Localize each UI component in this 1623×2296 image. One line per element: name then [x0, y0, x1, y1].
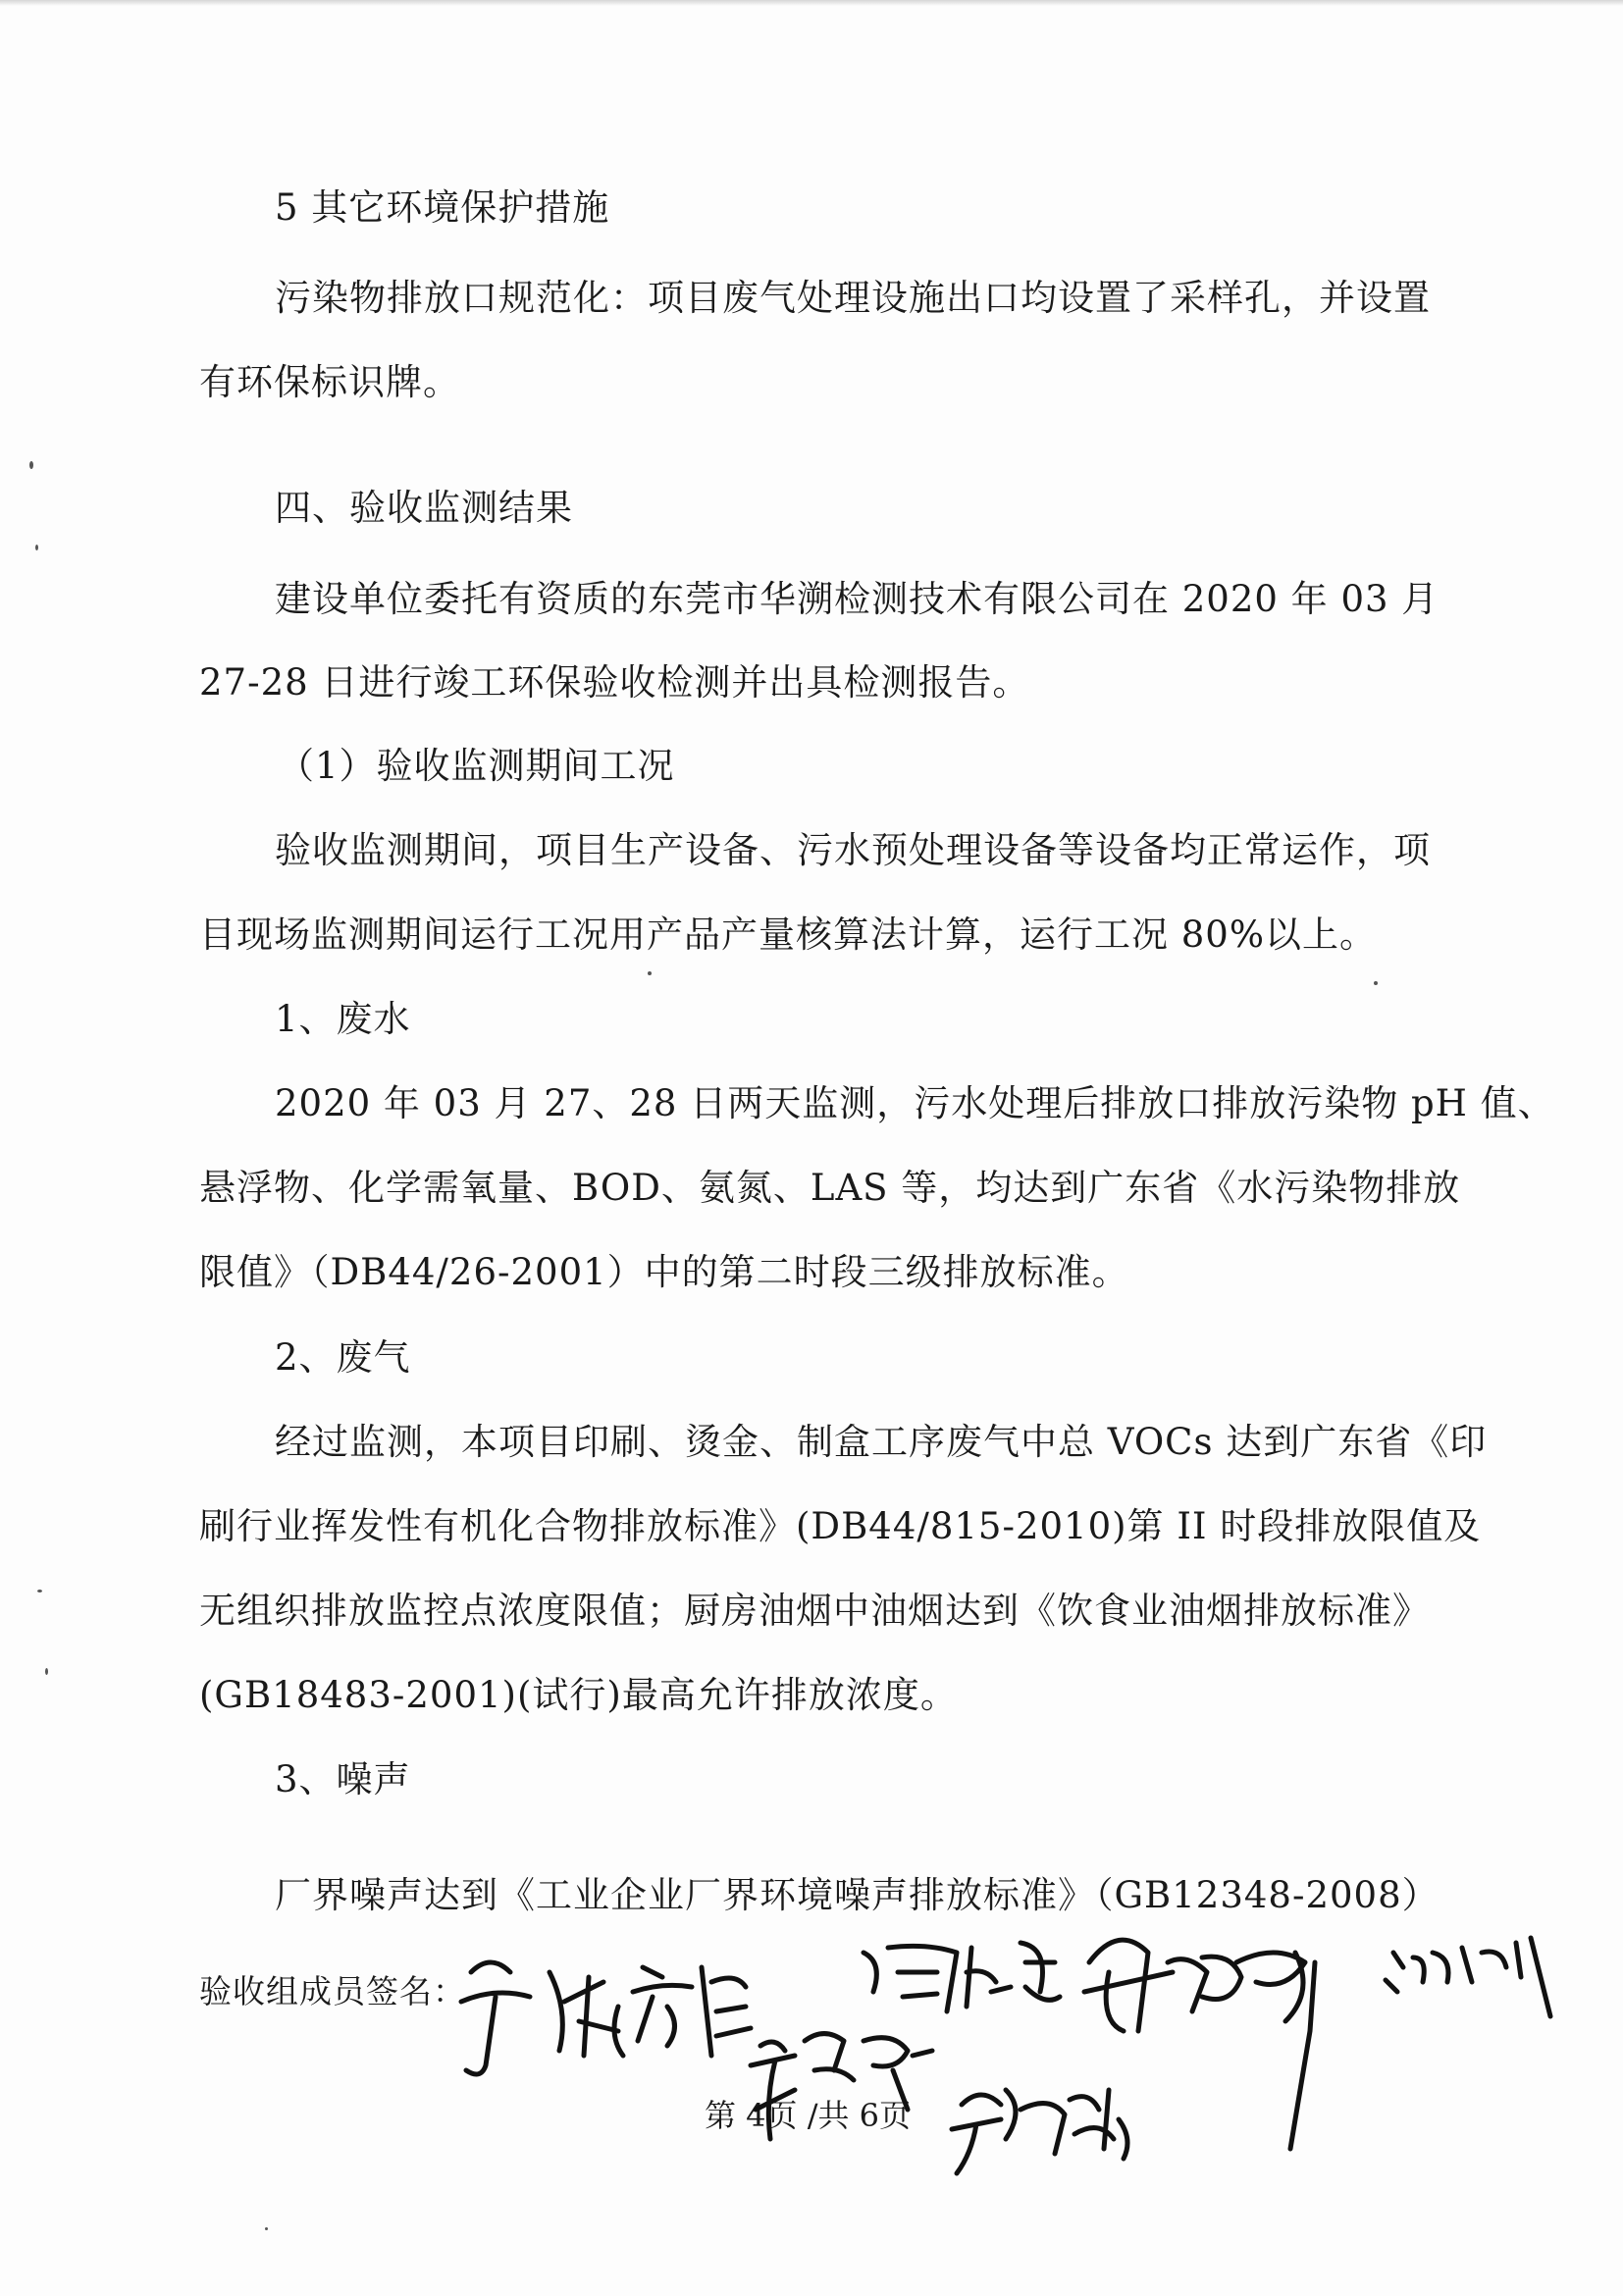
wastewater-heading: 1、废水 — [275, 998, 411, 1040]
signature-1 — [461, 1962, 623, 2074]
section4-intro-line2: 27-28 日进行竣工环保验收检测并出具检测报告。 — [199, 661, 1030, 704]
signature-2 — [633, 1967, 751, 2056]
waste-gas-heading: 2、废气 — [275, 1336, 411, 1379]
signature-3 — [864, 1943, 1060, 2011]
noise-heading: 3、噪声 — [275, 1758, 411, 1800]
signature-5 — [1386, 1938, 1550, 2016]
scan-speck — [1374, 981, 1378, 985]
scan-speck — [29, 461, 33, 469]
section5-para-line2: 有环保标识牌。 — [199, 361, 460, 403]
scan-speck — [648, 971, 652, 975]
section4-intro-line1: 建设单位委托有资质的东莞市华溯检测技术有限公司在 2020 年 03 月 — [275, 578, 1440, 620]
scan-speck — [37, 1590, 42, 1592]
waste-gas-line2: 刷行业挥发性有机化合物排放标准》(DB44/815-2010)第 II 时段排放限值及 — [199, 1505, 1482, 1547]
section4-heading: 四、验收监测结果 — [275, 487, 573, 529]
section5-heading: 5 其它环境保护措施 — [275, 186, 610, 229]
signature-7 — [952, 2090, 1127, 2173]
wastewater-line3: 限值》（DB44/26-2001）中的第二时段三级排放标准。 — [199, 1251, 1129, 1293]
wastewater-line2: 悬浮物、化学需氧量、BOD、氨氮、LAS 等，均达到广东省《水污染物排放 — [199, 1167, 1461, 1209]
scan-speck — [265, 2227, 268, 2230]
wastewater-line1: 2020 年 03 月 27、28 日两天监测，污水处理后排放口排放污染物 pH 值、 — [275, 1082, 1555, 1124]
noise-line1: 厂界噪声达到《工业企业厂界环境噪声排放标准》（GB12348-2008） — [275, 1874, 1440, 1916]
subsection1-heading: （1）验收监测期间工况 — [278, 745, 675, 787]
section5-para-line1: 污染物排放口规范化：项目废气处理设施出口均设置了采样孔，并设置 — [275, 277, 1431, 319]
waste-gas-line4: (GB18483-2001)(试行)最高允许排放浓度。 — [199, 1674, 958, 1716]
scan-speck — [35, 545, 38, 550]
waste-gas-line1: 经过监测，本项目印刷、烫金、制盒工序废气中总 VOCs 达到广东省《印 — [275, 1421, 1488, 1463]
subsection1-line1: 验收监测期间，项目生产设备、污水预处理设备等设备均正常运作，项 — [275, 829, 1431, 871]
subsection1-line2: 目现场监测期间运行工况用产品产量核算法计算，运行工况 80%以上。 — [199, 913, 1377, 956]
page-footer: 第 4页 /共 6页 — [705, 2097, 912, 2134]
signoff-label: 验收组成员签名： — [199, 1972, 466, 2010]
signature-4 — [1084, 1940, 1315, 2149]
scan-top-edge — [0, 0, 1623, 6]
scan-speck — [45, 1668, 48, 1675]
waste-gas-line3: 无组织排放监控点浓度限值；厨房油烟中油烟达到《饮食业油烟排放标准》 — [199, 1590, 1430, 1632]
